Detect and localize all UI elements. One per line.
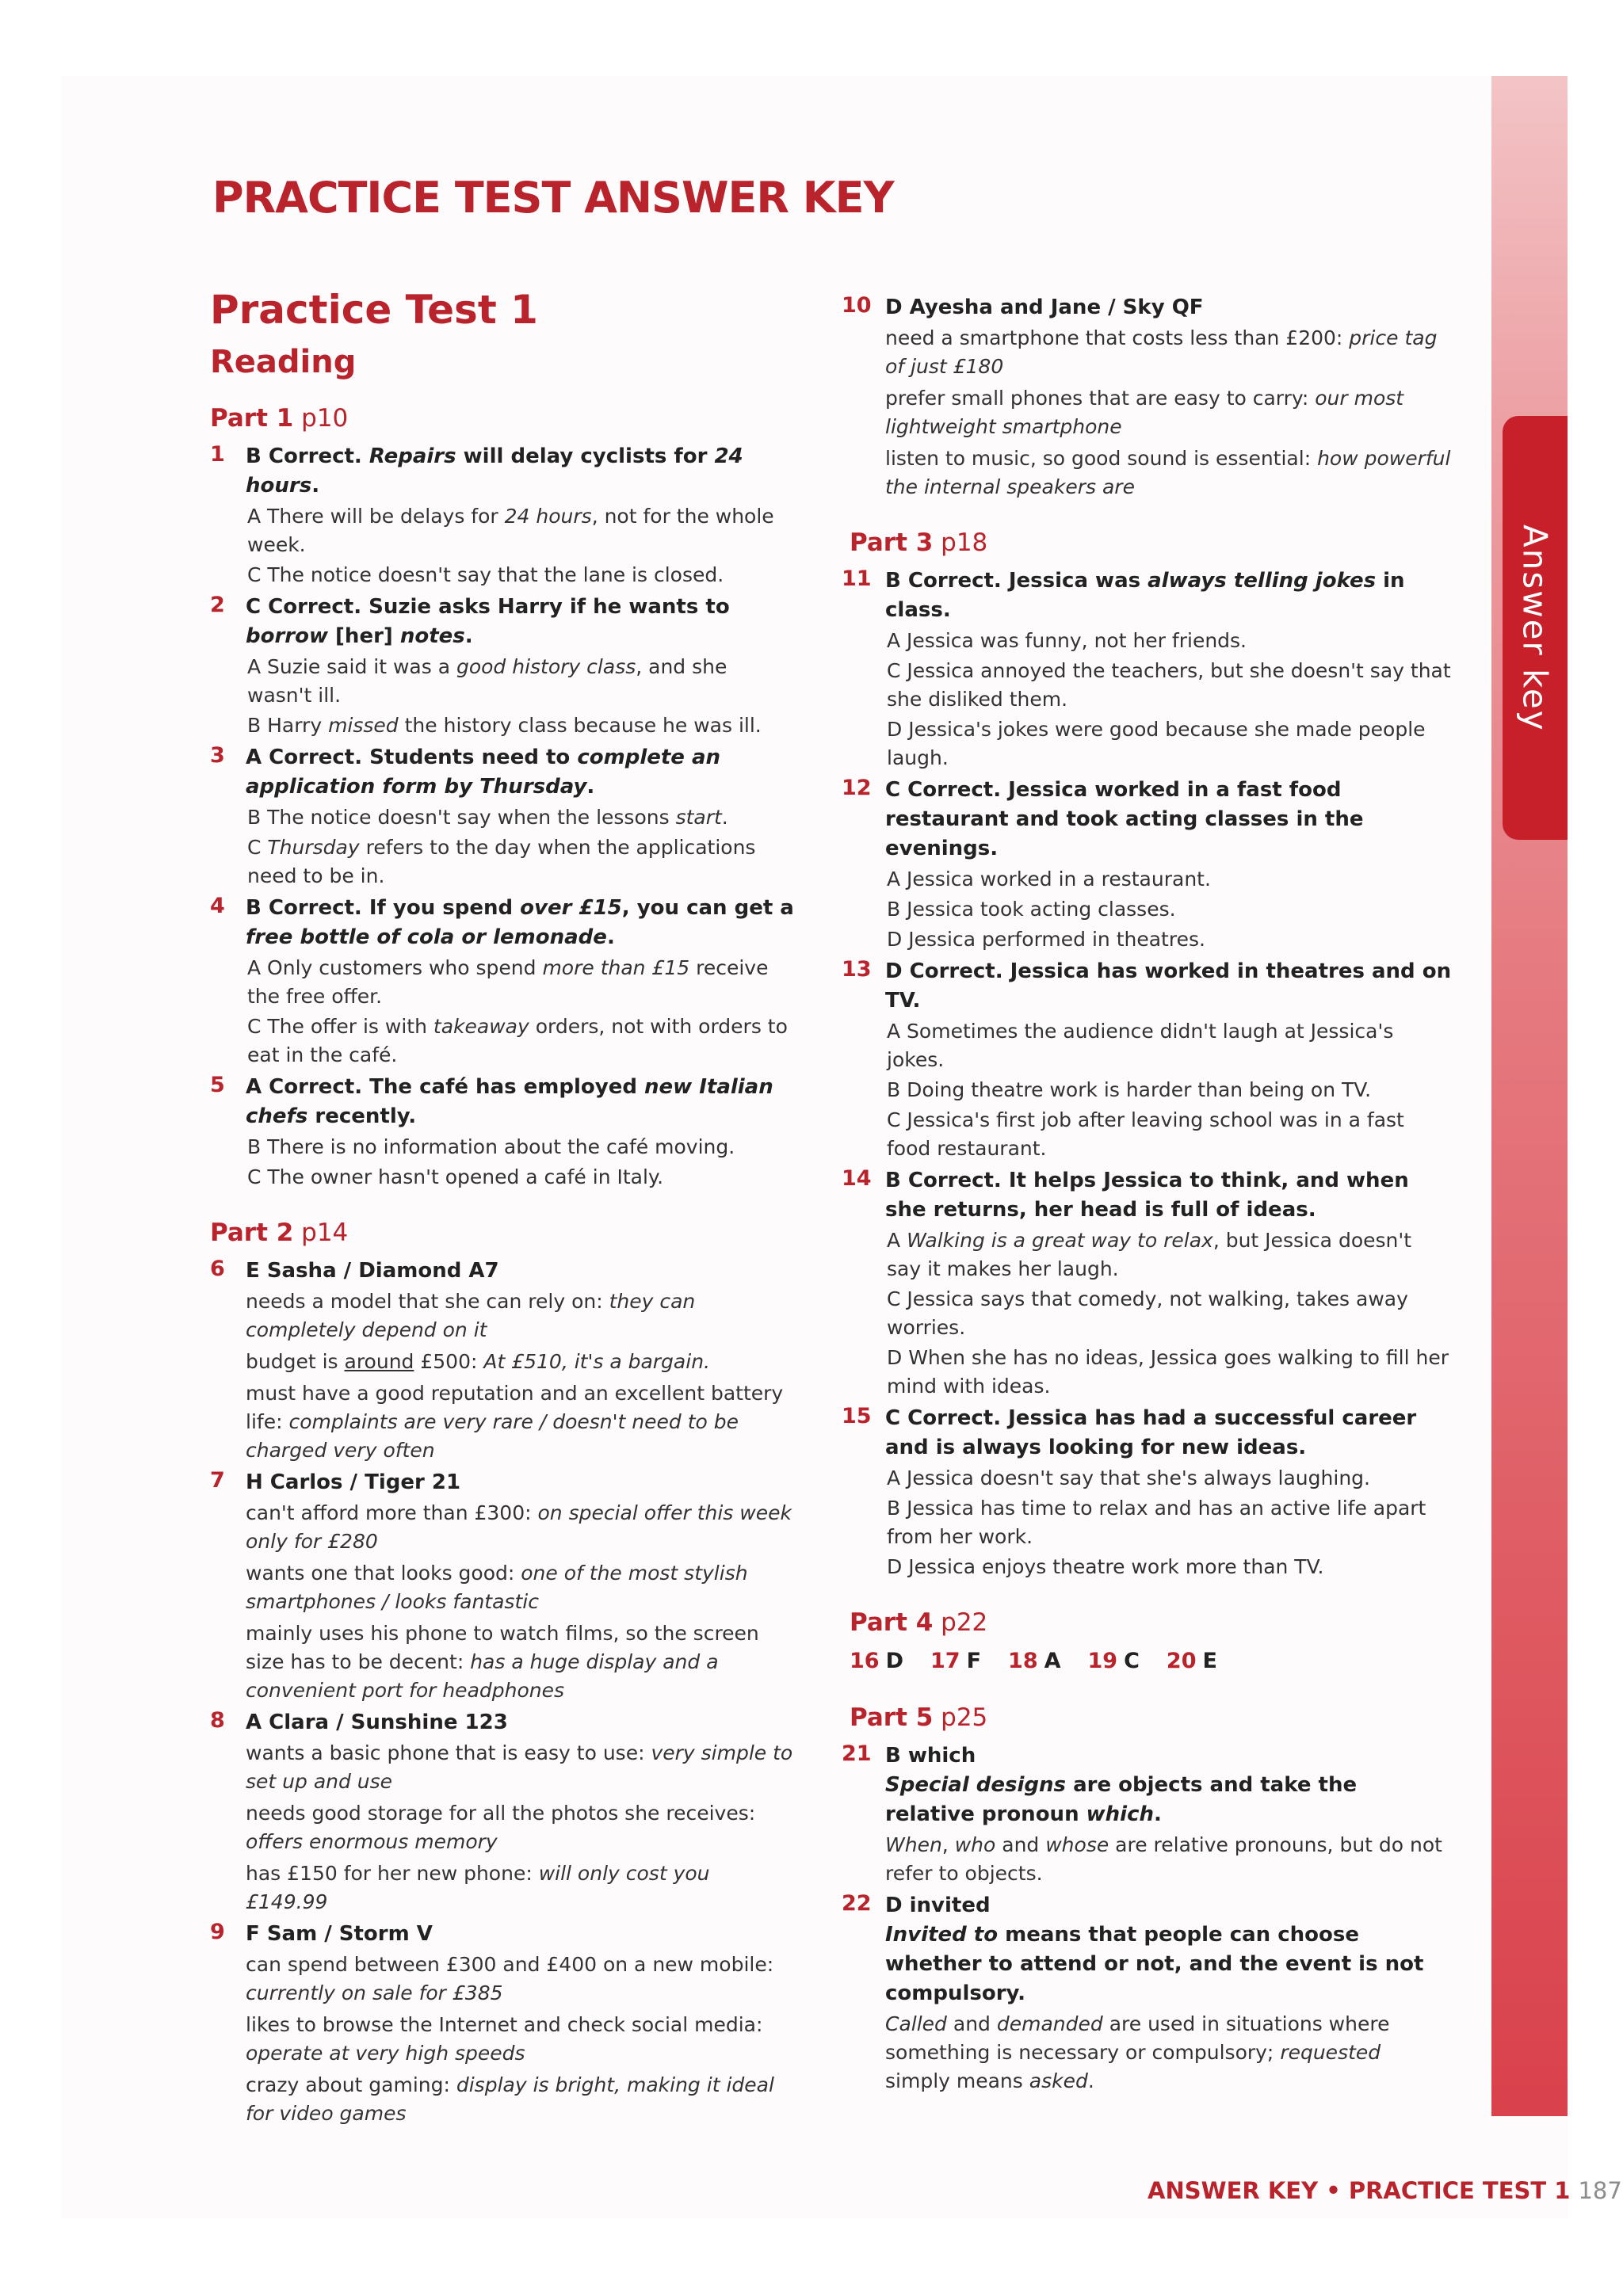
question-number: 8 bbox=[210, 1708, 225, 1733]
answer-letter: D Correct. bbox=[885, 959, 1003, 983]
match-answer: D Ayesha and Jane / Sky QF bbox=[885, 296, 1204, 319]
correct-answer bbox=[885, 776, 1452, 864]
answer-item bbox=[210, 593, 796, 740]
match-reason bbox=[246, 1559, 796, 1616]
answer-key-tab bbox=[1503, 416, 1568, 840]
text-run: crazy about gaming: bbox=[246, 2073, 456, 2096]
explanation bbox=[247, 561, 796, 589]
part-2-items bbox=[210, 1257, 796, 2128]
answer-item bbox=[210, 743, 796, 891]
text-run: wants a basic phone that is easy to use: bbox=[246, 1741, 651, 1764]
text-run: Called bbox=[885, 2012, 947, 2035]
text-run: and bbox=[946, 2012, 997, 2035]
text-run: needs good storage for all the photos she receives: bbox=[246, 1802, 756, 1825]
answer-letter: C Correct. bbox=[885, 778, 1002, 802]
text-run: B Jessica took acting classes. bbox=[887, 898, 1176, 921]
part-5 bbox=[842, 1703, 1452, 2096]
question-number: 6 bbox=[210, 1257, 225, 1281]
match-reason bbox=[885, 324, 1452, 381]
text-run: how powerful the internal speakers are bbox=[885, 447, 1451, 498]
text-run: Jessica was bbox=[1001, 569, 1148, 593]
text-run: display is bright, making it ideal for video games bbox=[246, 2073, 774, 2125]
text-run: borrow bbox=[246, 624, 328, 648]
explanation bbox=[887, 1464, 1452, 1493]
match-answer: A Clara / Sunshine 123 bbox=[246, 1711, 508, 1734]
explanation bbox=[887, 895, 1452, 924]
side-photo-strip bbox=[1491, 76, 1568, 2116]
match-reason bbox=[246, 1287, 796, 1344]
part-4-answer bbox=[930, 1649, 981, 1673]
text-run: missed bbox=[328, 714, 399, 737]
match-reason bbox=[246, 2071, 796, 2128]
text-run: complaints are very rare / doesn't need to be charged very often bbox=[246, 1410, 739, 1462]
text-run: B The notice doesn't say when the lessons bbox=[247, 806, 676, 829]
section-title: Reading bbox=[210, 344, 357, 380]
text-run: Suzie asks Harry if he wants to bbox=[361, 595, 730, 619]
part-2 bbox=[210, 1219, 796, 2128]
correct-answer bbox=[885, 566, 1452, 625]
text-run: . bbox=[586, 775, 595, 799]
match-item bbox=[210, 1708, 796, 1917]
text-run: currently on sale for £385 bbox=[246, 1981, 503, 2004]
correct-answer bbox=[246, 1073, 796, 1131]
text-run: new Italian chefs bbox=[246, 1075, 773, 1128]
text-run: D Jessica performed in theatres. bbox=[887, 928, 1205, 951]
text-run: requested bbox=[1280, 2041, 1381, 2064]
explanation bbox=[887, 925, 1452, 954]
explanation bbox=[887, 1494, 1452, 1551]
answer-letter: A bbox=[1044, 1649, 1061, 1673]
explanation bbox=[887, 627, 1452, 655]
text-run: operate at very high speeds bbox=[246, 2042, 525, 2065]
question-number: 11 bbox=[842, 566, 872, 591]
answer-item bbox=[842, 776, 1452, 954]
match-reason bbox=[885, 444, 1452, 502]
text-run: . bbox=[1154, 1802, 1162, 1826]
correct-answer bbox=[246, 442, 796, 501]
text-run: , not for the whole week. bbox=[247, 505, 774, 556]
text-run: wants one that looks good: bbox=[246, 1562, 521, 1585]
text-run bbox=[362, 444, 369, 468]
answer-item bbox=[842, 1741, 1452, 1888]
text-run: asked bbox=[1029, 2069, 1088, 2092]
text-run: must have a good reputation and an excellent battery life: bbox=[246, 1382, 784, 1433]
text-run: , but Jessica doesn't say it makes her laugh. bbox=[887, 1229, 1412, 1280]
text-run: A Jessica doesn't say that she's always laughing. bbox=[887, 1466, 1370, 1489]
question-number: 7 bbox=[210, 1468, 225, 1493]
explanation bbox=[887, 1226, 1452, 1283]
text-run: notes bbox=[399, 624, 465, 648]
answer-letter: B Correct. bbox=[246, 896, 362, 920]
match-reason bbox=[246, 1499, 796, 1556]
text-run: prefer small phones that are easy to carry: bbox=[885, 387, 1316, 410]
match-answer: H Carlos / Tiger 21 bbox=[246, 1470, 461, 1494]
text-run: has a huge display and a convenient port for headphones bbox=[246, 1650, 719, 1702]
text-run: 24 hours bbox=[504, 505, 592, 528]
match-reason bbox=[885, 384, 1452, 441]
answer-item bbox=[210, 442, 796, 589]
text-run: are relative pronouns, but do not refer to objects. bbox=[885, 1833, 1442, 1885]
text-run: C The notice doesn't say that the lane is closed. bbox=[247, 563, 724, 586]
text-run: D Jessica's jokes were good because she made people laugh. bbox=[887, 718, 1426, 769]
correct-answer bbox=[885, 957, 1452, 1016]
part-2-heading: Part 2 p14 bbox=[210, 1219, 349, 1247]
question-number: 17 bbox=[930, 1649, 960, 1673]
answer-letter: C bbox=[1124, 1649, 1140, 1673]
answer-letter: A Correct. bbox=[246, 1075, 363, 1099]
footer-label: ANSWER KEY • PRACTICE TEST 1 bbox=[1148, 2177, 1571, 2204]
answer-word: B which bbox=[885, 1744, 976, 1768]
text-run: . bbox=[1087, 2069, 1094, 2092]
text-run: start bbox=[675, 806, 722, 829]
text-run: The café has employed bbox=[362, 1075, 644, 1099]
part-5-heading: Part 5 p25 bbox=[850, 1703, 988, 1732]
text-run: Invited to bbox=[885, 1923, 999, 1947]
text-run: A There will be delays for bbox=[247, 505, 505, 528]
part-4-answer bbox=[1167, 1649, 1217, 1673]
question-number: 18 bbox=[1008, 1649, 1038, 1673]
text-run: needs a model that she can rely on: bbox=[246, 1290, 609, 1313]
explanation bbox=[887, 1553, 1452, 1581]
text-run: in class. bbox=[885, 569, 1405, 622]
text-run: , bbox=[941, 1833, 955, 1856]
part-1-heading: Part 1 p10 bbox=[210, 404, 349, 433]
question-number: 16 bbox=[850, 1649, 880, 1673]
text-run: When bbox=[885, 1833, 942, 1856]
text-run: [her] bbox=[328, 624, 400, 648]
explanation bbox=[887, 1106, 1452, 1163]
match-reason bbox=[246, 1799, 796, 1856]
text-run: free bottle of cola or lemonade bbox=[246, 925, 607, 949]
text-run: C bbox=[247, 836, 268, 859]
part-4 bbox=[850, 1608, 1452, 1676]
part-4-answer bbox=[1008, 1649, 1060, 1673]
question-number: 2 bbox=[210, 593, 225, 617]
correct-answer bbox=[246, 743, 796, 802]
text-run: £500: bbox=[414, 1350, 484, 1373]
answer-letter: A Correct. bbox=[246, 746, 363, 769]
question-number: 13 bbox=[842, 957, 872, 982]
text-run: receive the free offer. bbox=[247, 956, 769, 1008]
part-3 bbox=[842, 528, 1452, 1581]
text-run: over £15 bbox=[520, 896, 622, 920]
text-run: price tag of just £180 bbox=[885, 326, 1438, 378]
correct-answer bbox=[246, 894, 796, 952]
part-3-heading: Part 3 p18 bbox=[850, 528, 988, 557]
text-run: they can completely depend on it bbox=[246, 1290, 696, 1341]
explanation bbox=[887, 1285, 1452, 1342]
question-number: 3 bbox=[210, 743, 225, 768]
text-run: offers enormous memory bbox=[246, 1830, 498, 1853]
text-run: A Suzie said it was a bbox=[247, 655, 456, 678]
text-run: whose bbox=[1045, 1833, 1109, 1856]
match-item bbox=[210, 1920, 796, 2128]
text-run: B Doing theatre work is harder than being on TV. bbox=[887, 1078, 1372, 1101]
text-run: , and she wasn't ill. bbox=[247, 655, 727, 707]
correct-answer bbox=[885, 1404, 1452, 1463]
question-number: 9 bbox=[210, 1920, 225, 1944]
answer-letter: B Correct. bbox=[246, 444, 362, 468]
text-run: need a smartphone that costs less than £200: bbox=[885, 326, 1350, 349]
match-answer: E Sasha / Diamond A7 bbox=[246, 1259, 499, 1283]
explanation bbox=[247, 1163, 796, 1192]
text-run: . bbox=[606, 925, 615, 949]
explanation bbox=[887, 1344, 1452, 1401]
text-run: C The offer is with bbox=[247, 1015, 433, 1038]
part-5-items bbox=[842, 1741, 1452, 2096]
answer-letter: D bbox=[885, 1649, 903, 1673]
part-4-answers bbox=[850, 1646, 1452, 1676]
part-2-continued bbox=[842, 293, 1452, 502]
text-run: around bbox=[344, 1350, 414, 1373]
text-run: D When she has no ideas, Jessica goes walking to fill her mind with ideas. bbox=[887, 1346, 1449, 1398]
text-run: D Jessica enjoys theatre work more than TV. bbox=[887, 1555, 1324, 1578]
text-run: can spend between £300 and £400 on a new mobile: bbox=[246, 1953, 774, 1976]
explanation bbox=[247, 502, 796, 559]
text-run: on special offer this week only for £280 bbox=[246, 1501, 792, 1553]
explanation bbox=[247, 711, 796, 740]
text-run: listen to music, so good sound is essential: bbox=[885, 447, 1318, 470]
text-run: Walking is a great way to relax bbox=[907, 1229, 1213, 1252]
text-run: B Harry bbox=[247, 714, 329, 737]
answer-letter: C Correct. bbox=[246, 595, 362, 619]
text-run: orders, not with orders to eat in the café. bbox=[247, 1015, 788, 1066]
answer-letter: B Correct. bbox=[885, 569, 1002, 593]
part-4-heading: Part 4 p22 bbox=[850, 1608, 988, 1637]
answer-item bbox=[842, 957, 1452, 1163]
text-run: recently. bbox=[307, 1104, 417, 1128]
explanation bbox=[887, 1076, 1452, 1104]
text-run: A Sometimes the audience didn't laugh at Jessica's jokes. bbox=[887, 1020, 1394, 1071]
answer-letter: C Correct. bbox=[885, 1406, 1002, 1430]
text-run: who bbox=[954, 1833, 996, 1856]
part-4-answer bbox=[850, 1649, 903, 1673]
answer-item bbox=[210, 894, 796, 1070]
text-run: the history class because he was ill. bbox=[398, 714, 762, 737]
answer-item bbox=[842, 1404, 1452, 1581]
match-reason bbox=[246, 1739, 796, 1796]
text-run: A Jessica worked in a restaurant. bbox=[887, 868, 1211, 891]
part-2-items-continued bbox=[842, 293, 1452, 502]
part-1 bbox=[210, 404, 796, 1192]
match-reason bbox=[246, 1379, 796, 1465]
answer-letter: F bbox=[966, 1649, 982, 1673]
text-run: will only cost you £149.99 bbox=[246, 1862, 710, 1913]
text-run: one of the most stylish smartphones / looks fantastic bbox=[246, 1562, 748, 1613]
match-reason bbox=[246, 2011, 796, 2068]
match-reason bbox=[246, 1619, 796, 1705]
text-run: which bbox=[1086, 1802, 1155, 1826]
correct-answer bbox=[246, 593, 796, 651]
explanation bbox=[887, 1017, 1452, 1074]
text-run: It helps Jessica to think, and when she returns, her head is full of ideas. bbox=[885, 1169, 1409, 1222]
text-run: C Jessica says that comedy, not walking, takes away worries. bbox=[887, 1287, 1408, 1339]
explanation bbox=[887, 715, 1452, 772]
text-run: Thursday bbox=[267, 836, 360, 859]
question-number: 20 bbox=[1166, 1649, 1197, 1673]
explanation bbox=[247, 653, 796, 710]
question-number: 10 bbox=[842, 293, 872, 318]
text-run: Jessica has had a successful career and is always looking for new ideas. bbox=[885, 1406, 1417, 1459]
text-run: and bbox=[995, 1833, 1046, 1856]
page-title: PRACTICE TEST ANSWER KEY bbox=[212, 173, 894, 223]
text-run: B Jessica has time to relax and has an active life apart from her work. bbox=[887, 1497, 1426, 1548]
match-reason bbox=[246, 1348, 796, 1376]
answer-item bbox=[842, 1891, 1452, 2096]
text-run: Repairs bbox=[369, 444, 456, 468]
question-number: 22 bbox=[842, 1891, 872, 1916]
explanation bbox=[247, 1013, 796, 1070]
text-run: budget is bbox=[246, 1350, 345, 1373]
answer-letter: E bbox=[1202, 1649, 1217, 1673]
question-number: 21 bbox=[842, 1741, 872, 1766]
text-run: mainly uses his phone to watch films, so the screen size has to be decent: bbox=[246, 1622, 759, 1673]
text-run: has £150 for her new phone: bbox=[246, 1862, 539, 1885]
part-1-items bbox=[210, 442, 796, 1192]
right-column bbox=[842, 293, 1452, 2122]
question-number: 1 bbox=[210, 442, 225, 467]
part-3-items bbox=[842, 566, 1452, 1581]
text-run: C Jessica annoyed the teachers, but she doesn't say that she disliked them. bbox=[887, 659, 1451, 711]
text-run: A bbox=[887, 1229, 907, 1252]
text-run: A Only customers who spend bbox=[247, 956, 543, 979]
question-number: 15 bbox=[842, 1404, 872, 1428]
explanation bbox=[247, 803, 796, 832]
text-run: A Jessica was funny, not her friends. bbox=[887, 629, 1247, 652]
footer bbox=[1148, 2177, 1622, 2204]
test-title: Practice Test 1 bbox=[210, 287, 538, 333]
question-number: 14 bbox=[842, 1166, 872, 1191]
answer-word: D invited bbox=[885, 1894, 991, 1917]
text-run: can't afford more than £300: bbox=[246, 1501, 538, 1524]
answer-letter: B Correct. bbox=[885, 1169, 1002, 1192]
text-run: demanded bbox=[996, 2012, 1103, 2035]
left-column bbox=[210, 287, 796, 2155]
correct-explanation bbox=[885, 1771, 1452, 1829]
match-item bbox=[210, 1257, 796, 1465]
text-run: C Jessica's first job after leaving school was in a fast food restaurant. bbox=[887, 1108, 1404, 1160]
text-run: Students need to bbox=[362, 746, 578, 769]
explanation bbox=[885, 2010, 1452, 2096]
match-item bbox=[210, 1468, 796, 1705]
question-number: 4 bbox=[210, 894, 225, 918]
text-run: means that people can choose whether to attend or not, and the event is not compulsory. bbox=[885, 1923, 1424, 2005]
text-run: complete an application form by Thursday bbox=[246, 746, 721, 799]
text-run: If you spend bbox=[361, 896, 521, 920]
correct-explanation bbox=[885, 1920, 1452, 2008]
text-run: B There is no information about the café moving. bbox=[247, 1135, 735, 1158]
text-run: Jessica worked in a fast food restaurant and took acting classes in the evenings. bbox=[885, 778, 1364, 860]
text-run: . bbox=[311, 474, 320, 498]
text-run: . bbox=[464, 624, 473, 648]
text-run: are used in situations where something is necessary or compulsory; bbox=[885, 2012, 1390, 2064]
text-run: will delay cyclists for bbox=[456, 444, 715, 468]
text-run: very simple to set up and use bbox=[246, 1741, 793, 1793]
text-run: , you can get a bbox=[621, 896, 794, 920]
text-run: takeaway bbox=[433, 1015, 529, 1038]
explanation bbox=[885, 1831, 1452, 1888]
text-run: good history class bbox=[456, 655, 636, 678]
explanation bbox=[247, 954, 796, 1011]
text-run: Jessica has worked in theatres and on TV. bbox=[885, 959, 1452, 1013]
explanation bbox=[887, 657, 1452, 714]
text-run: C The owner hasn't opened a café in Italy. bbox=[247, 1165, 664, 1188]
text-run: refers to the day when the applications need to be in. bbox=[247, 836, 756, 887]
question-number: 5 bbox=[210, 1073, 225, 1097]
match-reason bbox=[246, 1951, 796, 2008]
text-run: always telling jokes bbox=[1148, 569, 1377, 593]
text-run: . bbox=[721, 806, 728, 829]
question-number: 12 bbox=[842, 776, 872, 800]
text-run: 24 hours bbox=[246, 444, 743, 498]
text-run: likes to browse the Internet and check social media: bbox=[246, 2013, 763, 2036]
answer-item bbox=[842, 566, 1452, 772]
correct-answer bbox=[885, 1166, 1452, 1225]
text-run: simply means bbox=[885, 2069, 1029, 2092]
explanation bbox=[887, 865, 1452, 894]
match-answer: F Sam / Storm V bbox=[246, 1922, 433, 1946]
answer-key-tab-label: Answer key bbox=[1515, 524, 1555, 732]
text-run: Special designs bbox=[885, 1773, 1067, 1797]
answer-item bbox=[842, 1166, 1452, 1401]
text-run: our most lightweight smartphone bbox=[885, 387, 1404, 438]
text-run: At £510, it's a bargain. bbox=[483, 1350, 710, 1373]
match-item bbox=[842, 293, 1452, 502]
question-number: 19 bbox=[1087, 1649, 1118, 1673]
match-reason bbox=[246, 1859, 796, 1917]
explanation bbox=[247, 833, 796, 891]
text-run: are objects and take the relative pronoun bbox=[885, 1773, 1358, 1826]
answer-item bbox=[210, 1073, 796, 1192]
page-number: 187 bbox=[1578, 2177, 1622, 2204]
explanation bbox=[247, 1133, 796, 1161]
part-4-answer bbox=[1088, 1649, 1140, 1673]
text-run: more than £15 bbox=[542, 956, 690, 979]
